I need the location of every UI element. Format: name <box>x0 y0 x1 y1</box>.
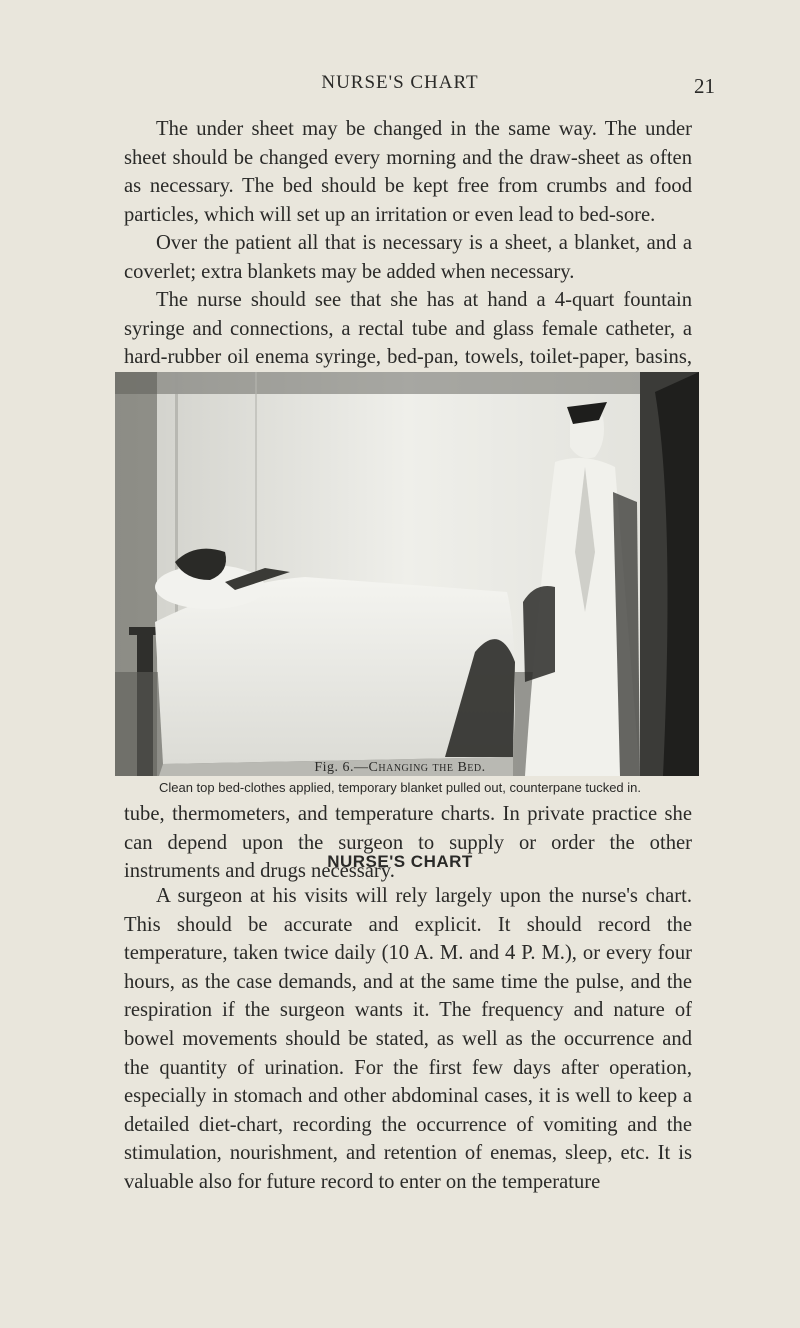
paragraph-nurse-supplies: The nurse should see that she has at hand a 4-quart fountain syringe and connections, a rectal tube and glass female catheter, a hard-rubber oil enema syringe, bed-pan, towels, toilet-paper, basins, <box>124 289 692 369</box>
paragraph-over-patient: Over the patient all that is necessary is a sheet, a blanket, and a coverlet; extra blankets may be added when necessary. <box>124 232 692 283</box>
page-number: 21 <box>694 74 715 98</box>
running-title: NURSE'S CHART <box>321 72 479 93</box>
figure-changing-bed-photo <box>115 372 699 776</box>
paragraph-instruments: tube, thermometers, and temperature charts. In private practice she can depend upon the surgeon to supply or order the other instruments and drugs necessary. <box>124 803 692 883</box>
figure-title: —Changing the Bed. <box>354 760 486 775</box>
running-head <box>0 70 800 100</box>
figure-label: Fig. 6. <box>314 760 355 775</box>
figure-caption <box>0 760 800 776</box>
figure-subcaption: Clean top bed-clothes applied, temporary blanket pulled out, counterpane tucked in. <box>158 780 642 795</box>
paragraph-surgeon-chart: A surgeon at his visits will rely largely upon the nurse's chart. This should be accurate and explicit. It should record the temperature, taken twice daily (10 A. M. and 4 P. M.), or every four hours, as the case demands, and at the same time the pulse, and the respiration if the surgeon wants it. The frequency and nature of bowel movements should be stated, as well as the occurrence and the quantity of urination. For the first few days after operation, especially in stomach and other abdominal cases, it is well to keep a detailed diet-chart, recording the occurrence of vomiting and the stimulation, nourishment, and retention of enemas, sleep, etc. It is valuable also for future record to enter on the temperature <box>124 885 692 1193</box>
section-heading: NURSE'S CHART <box>327 852 473 871</box>
paragraph-under-sheet: The under sheet may be changed in the same way. The under sheet should be changed every morning and the draw-sheet as often as necessary. The bed should be kept free from crumbs and food particles, which will set up an irritation or even lead to bed-sore. <box>124 118 692 226</box>
